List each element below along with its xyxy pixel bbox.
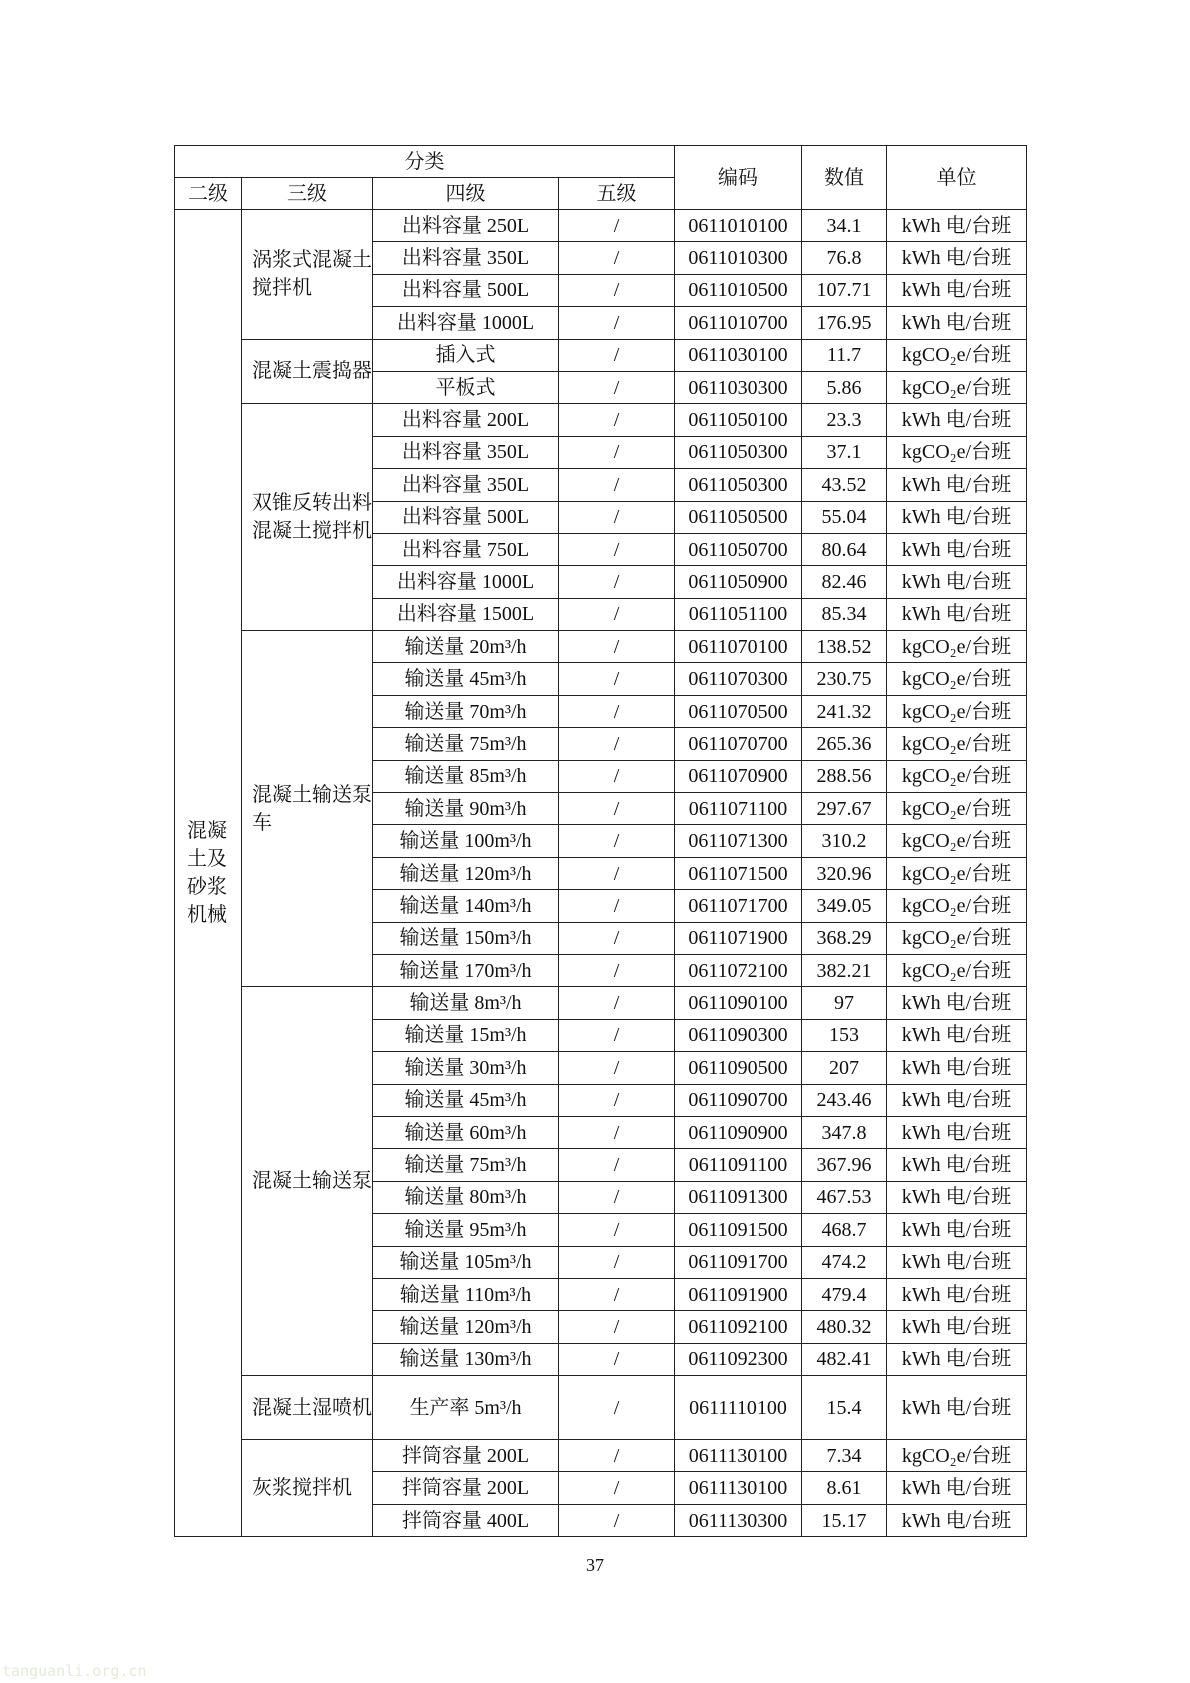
- unit-cell: kWh 电/台班: [887, 242, 1027, 274]
- level5-cell: /: [559, 728, 675, 760]
- value-cell: 368.29: [802, 922, 887, 954]
- level4-cell: 输送量 105m³/h: [373, 1246, 559, 1278]
- level4-cell: 拌筒容量 200L: [373, 1440, 559, 1472]
- code-cell: 0611050500: [675, 501, 802, 533]
- level5-cell: /: [559, 825, 675, 857]
- level3-cell: 混凝土震捣器: [242, 339, 373, 404]
- level4-cell: 出料容量 350L: [373, 436, 559, 468]
- level5-cell: /: [559, 1311, 675, 1343]
- level5-cell: /: [559, 1116, 675, 1148]
- value-cell: 349.05: [802, 890, 887, 922]
- code-cell: 0611050300: [675, 436, 802, 468]
- level4-cell: 输送量 75m³/h: [373, 728, 559, 760]
- unit-cell: kWh 电/台班: [887, 1278, 1027, 1310]
- code-cell: 0611070900: [675, 760, 802, 792]
- level5-cell: /: [559, 307, 675, 339]
- unit-cell: kgCO₂e/台班: [887, 954, 1027, 986]
- table-row: [175, 1376, 1027, 1440]
- unit-cell: kgCO₂e/台班: [887, 436, 1027, 468]
- value-cell: 15.17: [802, 1504, 887, 1536]
- level4-cell: 平板式: [373, 371, 559, 403]
- level4-cell: 输送量 75m³/h: [373, 1149, 559, 1181]
- value-cell: 37.1: [802, 436, 887, 468]
- level4-cell: 输送量 60m³/h: [373, 1116, 559, 1148]
- level4-cell: 输送量 30m³/h: [373, 1052, 559, 1084]
- code-cell: 0611010500: [675, 274, 802, 306]
- value-cell: 97: [802, 987, 887, 1019]
- code-cell: 0611091300: [675, 1181, 802, 1213]
- table-row: [175, 1440, 1027, 1472]
- level5-cell: /: [559, 922, 675, 954]
- code-cell: 0611071100: [675, 793, 802, 825]
- unit-cell: kgCO₂e/台班: [887, 922, 1027, 954]
- value-cell: 7.34: [802, 1440, 887, 1472]
- value-cell: 310.2: [802, 825, 887, 857]
- header-level4: 四级: [373, 178, 559, 210]
- unit-cell: kgCO₂e/台班: [887, 728, 1027, 760]
- code-cell: 0611130100: [675, 1440, 802, 1472]
- code-cell: 0611071700: [675, 890, 802, 922]
- level5-cell: /: [559, 1504, 675, 1536]
- level3-cell: 涡浆式混凝土搅拌机: [242, 210, 373, 340]
- level5-cell: /: [559, 1278, 675, 1310]
- value-cell: 34.1: [802, 210, 887, 242]
- value-cell: 479.4: [802, 1278, 887, 1310]
- level4-cell: 出料容量 1000L: [373, 307, 559, 339]
- unit-cell: kgCO₂e/台班: [887, 695, 1027, 727]
- value-cell: 85.34: [802, 598, 887, 630]
- value-cell: 153: [802, 1019, 887, 1051]
- level5-cell: /: [559, 857, 675, 889]
- unit-cell: kWh 电/台班: [887, 469, 1027, 501]
- code-cell: 0611071500: [675, 857, 802, 889]
- code-cell: 0611010700: [675, 307, 802, 339]
- value-cell: 23.3: [802, 404, 887, 436]
- level2-cell: [175, 210, 242, 1537]
- level5-cell: /: [559, 663, 675, 695]
- level5-cell: /: [559, 954, 675, 986]
- level4-cell: 出料容量 500L: [373, 274, 559, 306]
- header-level2: 二级: [175, 178, 242, 210]
- value-cell: 347.8: [802, 1116, 887, 1148]
- unit-cell: kgCO₂e/台班: [887, 339, 1027, 371]
- page-number: 37: [586, 1555, 604, 1575]
- unit-cell: kWh 电/台班: [887, 1246, 1027, 1278]
- value-cell: 76.8: [802, 242, 887, 274]
- level5-cell: /: [559, 631, 675, 663]
- level4-cell: 输送量 130m³/h: [373, 1343, 559, 1375]
- code-cell: 0611050100: [675, 404, 802, 436]
- level5-cell: /: [559, 890, 675, 922]
- code-cell: 0611070700: [675, 728, 802, 760]
- value-cell: 11.7: [802, 339, 887, 371]
- value-cell: 43.52: [802, 469, 887, 501]
- value-cell: 468.7: [802, 1214, 887, 1246]
- level4-cell: 拌筒容量 200L: [373, 1472, 559, 1504]
- value-cell: 320.96: [802, 857, 887, 889]
- table-row: [175, 210, 1027, 242]
- level4-cell: 输送量 170m³/h: [373, 954, 559, 986]
- unit-cell: kWh 电/台班: [887, 404, 1027, 436]
- header-code: 编码: [675, 146, 802, 210]
- level5-cell: /: [559, 210, 675, 242]
- value-cell: 8.61: [802, 1472, 887, 1504]
- value-cell: 241.32: [802, 695, 887, 727]
- level4-cell: 输送量 8m³/h: [373, 987, 559, 1019]
- level4-cell: 输送量 110m³/h: [373, 1278, 559, 1310]
- code-cell: 0611071900: [675, 922, 802, 954]
- unit-cell: kgCO₂e/台班: [887, 793, 1027, 825]
- unit-cell: kWh 电/台班: [887, 1181, 1027, 1213]
- code-cell: 0611030300: [675, 371, 802, 403]
- level5-cell: /: [559, 1052, 675, 1084]
- unit-cell: kgCO₂e/台班: [887, 663, 1027, 695]
- level4-cell: 生产率 5m³/h: [373, 1376, 559, 1440]
- value-cell: 138.52: [802, 631, 887, 663]
- table-row: [175, 987, 1027, 1019]
- level4-cell: 输送量 100m³/h: [373, 825, 559, 857]
- level5-cell: /: [559, 987, 675, 1019]
- level3-cell: 双锥反转出料混凝土搅拌机: [242, 404, 373, 631]
- value-cell: 176.95: [802, 307, 887, 339]
- level5-cell: /: [559, 760, 675, 792]
- code-cell: 0611050700: [675, 533, 802, 565]
- code-cell: 0611090300: [675, 1019, 802, 1051]
- value-cell: 474.2: [802, 1246, 887, 1278]
- code-cell: 0611051100: [675, 598, 802, 630]
- level4-cell: 输送量 85m³/h: [373, 760, 559, 792]
- header-category: 分类: [175, 146, 675, 178]
- code-cell: 0611091700: [675, 1246, 802, 1278]
- value-cell: 82.46: [802, 566, 887, 598]
- level5-cell: /: [559, 1376, 675, 1440]
- value-cell: 297.67: [802, 793, 887, 825]
- code-cell: 0611050900: [675, 566, 802, 598]
- value-cell: 382.21: [802, 954, 887, 986]
- level4-cell: 出料容量 500L: [373, 501, 559, 533]
- unit-cell: kWh 电/台班: [887, 1116, 1027, 1148]
- unit-cell: kgCO₂e/台班: [887, 1440, 1027, 1472]
- unit-cell: kgCO₂e/台班: [887, 371, 1027, 403]
- header-value: 数值: [802, 146, 887, 210]
- level3-cell: 混凝土输送泵车: [242, 631, 373, 987]
- code-cell: 0611091100: [675, 1149, 802, 1181]
- unit-cell: kgCO₂e/台班: [887, 631, 1027, 663]
- level4-cell: 输送量 45m³/h: [373, 663, 559, 695]
- level5-cell: /: [559, 1019, 675, 1051]
- level5-cell: /: [559, 242, 675, 274]
- unit-cell: kWh 电/台班: [887, 1504, 1027, 1536]
- level5-cell: /: [559, 1084, 675, 1116]
- level4-cell: 输送量 150m³/h: [373, 922, 559, 954]
- value-cell: 480.32: [802, 1311, 887, 1343]
- code-cell: 0611030100: [675, 339, 802, 371]
- value-cell: 367.96: [802, 1149, 887, 1181]
- level5-cell: /: [559, 1181, 675, 1213]
- level3-cell: 混凝土湿喷机: [242, 1376, 373, 1440]
- unit-cell: kWh 电/台班: [887, 1214, 1027, 1246]
- level4-cell: 输送量 140m³/h: [373, 890, 559, 922]
- watermark: tanguanli.org.cn: [2, 1662, 147, 1680]
- code-cell: 0611090700: [675, 1084, 802, 1116]
- value-cell: 482.41: [802, 1343, 887, 1375]
- code-cell: 0611130100: [675, 1472, 802, 1504]
- level4-cell: 输送量 15m³/h: [373, 1019, 559, 1051]
- level5-cell: /: [559, 274, 675, 306]
- unit-cell: kWh 电/台班: [887, 1052, 1027, 1084]
- level4-cell: 出料容量 750L: [373, 533, 559, 565]
- level5-cell: /: [559, 1472, 675, 1504]
- level5-cell: /: [559, 1343, 675, 1375]
- code-cell: 0611090100: [675, 987, 802, 1019]
- unit-cell: kWh 电/台班: [887, 274, 1027, 306]
- level4-cell: 出料容量 1500L: [373, 598, 559, 630]
- unit-cell: kWh 电/台班: [887, 210, 1027, 242]
- level4-cell: 出料容量 200L: [373, 404, 559, 436]
- level5-cell: /: [559, 533, 675, 565]
- table-row: [175, 339, 1027, 371]
- unit-cell: kWh 电/台班: [887, 533, 1027, 565]
- level4-cell: 输送量 120m³/h: [373, 1311, 559, 1343]
- value-cell: 5.86: [802, 371, 887, 403]
- code-cell: 0611070300: [675, 663, 802, 695]
- unit-cell: kWh 电/台班: [887, 566, 1027, 598]
- unit-cell: kWh 电/台班: [887, 987, 1027, 1019]
- level5-cell: /: [559, 793, 675, 825]
- level4-cell: 出料容量 1000L: [373, 566, 559, 598]
- code-cell: 0611092300: [675, 1343, 802, 1375]
- value-cell: 230.75: [802, 663, 887, 695]
- value-cell: 243.46: [802, 1084, 887, 1116]
- value-cell: 55.04: [802, 501, 887, 533]
- unit-cell: kWh 电/台班: [887, 1084, 1027, 1116]
- unit-cell: kWh 电/台班: [887, 1019, 1027, 1051]
- code-cell: 0611010300: [675, 242, 802, 274]
- unit-cell: kgCO₂e/台班: [887, 760, 1027, 792]
- level5-cell: /: [559, 695, 675, 727]
- value-cell: 107.71: [802, 274, 887, 306]
- code-cell: 0611071300: [675, 825, 802, 857]
- unit-cell: kWh 电/台班: [887, 1311, 1027, 1343]
- header-level3: 三级: [242, 178, 373, 210]
- code-cell: 0611070100: [675, 631, 802, 663]
- level4-cell: 拌筒容量 400L: [373, 1504, 559, 1536]
- level4-cell: 输送量 95m³/h: [373, 1214, 559, 1246]
- code-cell: 0611072100: [675, 954, 802, 986]
- level5-cell: /: [559, 469, 675, 501]
- level4-cell: 输送量 80m³/h: [373, 1181, 559, 1213]
- unit-cell: kgCO₂e/台班: [887, 825, 1027, 857]
- header-level5: 五级: [559, 178, 675, 210]
- code-cell: 0611070500: [675, 695, 802, 727]
- value-cell: 467.53: [802, 1181, 887, 1213]
- level5-cell: /: [559, 1440, 675, 1472]
- code-cell: 0611010100: [675, 210, 802, 242]
- level5-cell: /: [559, 1246, 675, 1278]
- level5-cell: /: [559, 1149, 675, 1181]
- level5-cell: /: [559, 501, 675, 533]
- unit-cell: kWh 电/台班: [887, 501, 1027, 533]
- level3-cell: 灰浆搅拌机: [242, 1440, 373, 1537]
- level5-cell: /: [559, 404, 675, 436]
- level2-label: 混凝土及砂浆机械: [187, 820, 227, 927]
- unit-cell: kWh 电/台班: [887, 598, 1027, 630]
- code-cell: 0611092100: [675, 1311, 802, 1343]
- header-unit: 单位: [887, 146, 1027, 210]
- level4-cell: 出料容量 250L: [373, 210, 559, 242]
- unit-cell: kWh 电/台班: [887, 1149, 1027, 1181]
- level5-cell: /: [559, 566, 675, 598]
- unit-cell: kWh 电/台班: [887, 1376, 1027, 1440]
- code-cell: 0611090500: [675, 1052, 802, 1084]
- value-cell: 15.4: [802, 1376, 887, 1440]
- level4-cell: 输送量 120m³/h: [373, 857, 559, 889]
- emission-factor-table: [174, 145, 1027, 1537]
- level5-cell: /: [559, 598, 675, 630]
- code-cell: 0611091900: [675, 1278, 802, 1310]
- unit-cell: kWh 电/台班: [887, 307, 1027, 339]
- level4-cell: 出料容量 350L: [373, 469, 559, 501]
- value-cell: 288.56: [802, 760, 887, 792]
- code-cell: 0611130300: [675, 1504, 802, 1536]
- level5-cell: /: [559, 1214, 675, 1246]
- level3-cell: 混凝土输送泵: [242, 987, 373, 1376]
- code-cell: 0611050300: [675, 469, 802, 501]
- unit-cell: kgCO₂e/台班: [887, 857, 1027, 889]
- level4-cell: 输送量 20m³/h: [373, 631, 559, 663]
- value-cell: 80.64: [802, 533, 887, 565]
- level4-cell: 输送量 45m³/h: [373, 1084, 559, 1116]
- table-row: [175, 631, 1027, 663]
- level5-cell: /: [559, 339, 675, 371]
- unit-cell: kWh 电/台班: [887, 1343, 1027, 1375]
- value-cell: 207: [802, 1052, 887, 1084]
- value-cell: 265.36: [802, 728, 887, 760]
- unit-cell: kgCO₂e/台班: [887, 890, 1027, 922]
- code-cell: 0611090900: [675, 1116, 802, 1148]
- code-cell: 0611091500: [675, 1214, 802, 1246]
- level4-cell: 出料容量 350L: [373, 242, 559, 274]
- unit-cell: kWh 电/台班: [887, 1472, 1027, 1504]
- table-row: [175, 404, 1027, 436]
- level4-cell: 插入式: [373, 339, 559, 371]
- level5-cell: /: [559, 371, 675, 403]
- level4-cell: 输送量 90m³/h: [373, 793, 559, 825]
- level4-cell: 输送量 70m³/h: [373, 695, 559, 727]
- code-cell: 0611110100: [675, 1376, 802, 1440]
- level5-cell: /: [559, 436, 675, 468]
